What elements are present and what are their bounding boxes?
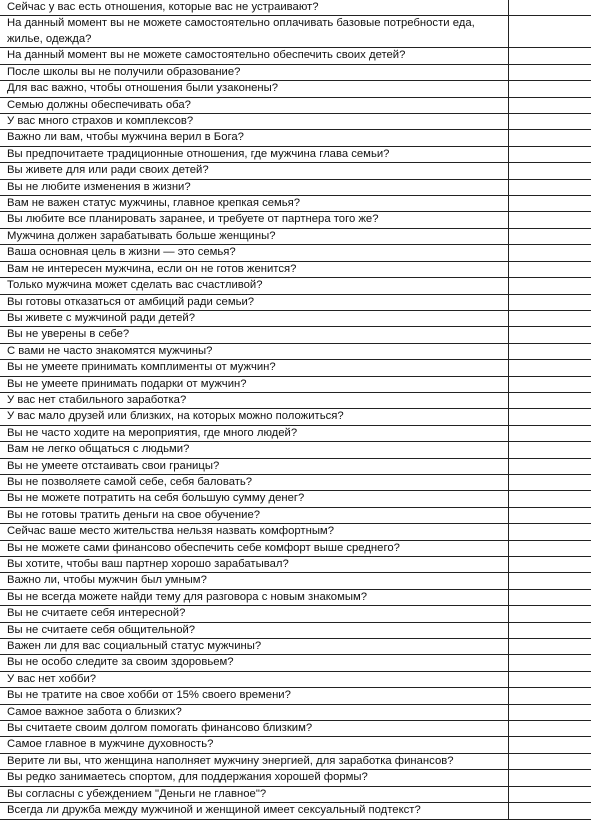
answer-cell[interactable] (508, 327, 591, 343)
answer-cell[interactable] (508, 278, 591, 294)
answer-cell[interactable] (508, 212, 591, 228)
answer-cell[interactable] (508, 0, 591, 16)
answer-cell[interactable] (508, 146, 591, 162)
question-row (0, 507, 591, 523)
question-row (0, 64, 591, 80)
question-text: Вы не особо следите за своим здоровьем? (0, 655, 508, 671)
answer-cell[interactable] (508, 130, 591, 146)
question-row (0, 327, 591, 343)
question-text: Вам не важен статус мужчины, главное крепкая семья? (0, 196, 508, 212)
answer-cell[interactable] (508, 491, 591, 507)
question-text: Вы не умеете отстаивать свои границы? (0, 458, 508, 474)
question-row (0, 261, 591, 277)
question-row (0, 114, 591, 130)
question-text: Вы не готовы тратить деньги на свое обучение? (0, 507, 508, 523)
question-row (0, 786, 591, 802)
question-row (0, 753, 591, 769)
question-text: Вы предпочитаете традиционные отношения, где мужчина глава семьи? (0, 146, 508, 162)
question-row (0, 146, 591, 162)
question-text: Сейчас ваше место жительства нельзя назвать комфортным? (0, 524, 508, 540)
question-text: Вам не интересен мужчина, если он не готов женится? (0, 261, 508, 277)
question-text: Семью должны обеспечивать оба? (0, 97, 508, 113)
question-row (0, 278, 591, 294)
question-text: Вы редко занимаетесь спортом, для поддержания хорошей формы? (0, 770, 508, 786)
answer-cell[interactable] (508, 803, 591, 819)
question-text: Верите ли вы, что женщина наполняет мужчину энергией, для заработка финансов? (0, 753, 508, 769)
question-text: Мужчина должен зарабатывать больше женщины? (0, 228, 508, 244)
question-row (0, 737, 591, 753)
answer-cell[interactable] (508, 64, 591, 80)
answer-cell[interactable] (508, 425, 591, 441)
question-text: Вы не умеете принимать подарки от мужчин? (0, 376, 508, 392)
answer-cell[interactable] (508, 196, 591, 212)
question-text: Важен ли для вас социальный статус мужчины? (0, 639, 508, 655)
question-text: У вас нет стабильного заработка? (0, 392, 508, 408)
question-row (0, 310, 591, 326)
answer-cell[interactable] (508, 376, 591, 392)
answer-cell[interactable] (508, 688, 591, 704)
answer-cell[interactable] (508, 245, 591, 261)
answer-cell[interactable] (508, 573, 591, 589)
question-text: Только мужчина может сделать вас счастливой? (0, 278, 508, 294)
question-text: Ваша основная цель в жизни — это семья? (0, 245, 508, 261)
question-text: Вы согласны с убеждением "Деньги не главное"? (0, 786, 508, 802)
question-row (0, 491, 591, 507)
question-row (0, 540, 591, 556)
answer-cell[interactable] (508, 458, 591, 474)
question-row (0, 360, 591, 376)
question-text: На данный момент вы не можете самостоятельно оплачивать базовые потребности еда, жилье, одежда? (0, 16, 508, 48)
question-row (0, 179, 591, 195)
question-text: Самое важное забота о близких? (0, 704, 508, 720)
answer-cell[interactable] (508, 48, 591, 64)
answer-cell[interactable] (508, 409, 591, 425)
question-text: Вы готовы отказаться от амбиций ради семьи? (0, 294, 508, 310)
question-row (0, 606, 591, 622)
question-row (0, 343, 591, 359)
question-row (0, 376, 591, 392)
question-text: Вы хотите, чтобы ваш партнер хорошо зарабатывал? (0, 557, 508, 573)
question-text: Вы не тратите на свое хобби от 15% своего времени? (0, 688, 508, 704)
question-row (0, 524, 591, 540)
answer-cell[interactable] (508, 114, 591, 130)
question-row (0, 196, 591, 212)
question-row (0, 228, 591, 244)
question-text: Вы считаете своим долгом помогать финансово близким? (0, 721, 508, 737)
answer-cell[interactable] (508, 737, 591, 753)
answer-cell[interactable] (508, 655, 591, 671)
answer-cell[interactable] (508, 97, 591, 113)
question-text: С вами не часто знакомятся мужчины? (0, 343, 508, 359)
answer-cell[interactable] (508, 179, 591, 195)
question-text: Вы живете с мужчиной ради детей? (0, 310, 508, 326)
answer-cell[interactable] (508, 753, 591, 769)
question-row (0, 655, 591, 671)
question-row (0, 425, 591, 441)
answer-cell[interactable] (508, 639, 591, 655)
answer-cell[interactable] (508, 310, 591, 326)
question-row (0, 97, 591, 113)
question-text: Вы не всегда можете найди тему для разговора с новым знакомым? (0, 589, 508, 605)
question-row (0, 474, 591, 490)
question-row (0, 442, 591, 458)
question-row (0, 48, 591, 64)
answer-cell[interactable] (508, 524, 591, 540)
question-row (0, 81, 591, 97)
question-row (0, 16, 591, 48)
question-row (0, 639, 591, 655)
question-text: Вы не можете сами финансово обеспечить себе комфорт выше среднего? (0, 540, 508, 556)
question-text: Вы не любите изменения в жизни? (0, 179, 508, 195)
answer-cell[interactable] (508, 704, 591, 720)
question-row (0, 622, 591, 638)
question-row (0, 130, 591, 146)
question-text: Вы не умеете принимать комплименты от мужчин? (0, 360, 508, 376)
answer-cell[interactable] (508, 228, 591, 244)
question-text: Сейчас у вас есть отношения, которые вас не устраивают? (0, 0, 508, 16)
answer-cell[interactable] (508, 540, 591, 556)
question-row (0, 688, 591, 704)
question-text: У вас нет хобби? (0, 671, 508, 687)
question-row (0, 704, 591, 720)
answer-cell[interactable] (508, 474, 591, 490)
question-text: Вы не позволяете самой себе, себя баловать? (0, 474, 508, 490)
question-text: У вас мало друзей или близких, на которых можно положиться? (0, 409, 508, 425)
answer-cell[interactable] (508, 392, 591, 408)
answer-cell[interactable] (508, 81, 591, 97)
answer-cell[interactable] (508, 589, 591, 605)
question-row (0, 245, 591, 261)
question-row (0, 212, 591, 228)
question-text: Вы не считаете себя общительной? (0, 622, 508, 638)
question-text: Вы не считаете себя интересной? (0, 606, 508, 622)
question-row (0, 671, 591, 687)
question-text: Для вас важно, чтобы отношения были узаконены? (0, 81, 508, 97)
question-text: Всегда ли дружба между мужчиной и женщиной имеет сексуальный подтекст? (0, 803, 508, 819)
answer-cell[interactable] (508, 606, 591, 622)
answer-cell[interactable] (508, 622, 591, 638)
question-row (0, 458, 591, 474)
answer-cell[interactable] (508, 770, 591, 786)
question-row (0, 294, 591, 310)
question-row (0, 721, 591, 737)
question-text: Важно ли вам, чтобы мужчина верил в Бога? (0, 130, 508, 146)
answer-cell[interactable] (508, 163, 591, 179)
question-row (0, 803, 591, 819)
question-text: У вас много страхов и комплексов? (0, 114, 508, 130)
question-row (0, 557, 591, 573)
answer-cell[interactable] (508, 671, 591, 687)
answer-cell[interactable] (508, 507, 591, 523)
question-row (0, 0, 591, 16)
answer-cell[interactable] (508, 294, 591, 310)
question-text: После школы вы не получили образование? (0, 64, 508, 80)
question-text: Вам не легко общаться с людьми? (0, 442, 508, 458)
question-row (0, 589, 591, 605)
answer-cell[interactable] (508, 360, 591, 376)
answer-cell[interactable] (508, 343, 591, 359)
answer-cell[interactable] (508, 721, 591, 737)
question-text: Самое главное в мужчине духовность? (0, 737, 508, 753)
question-row (0, 770, 591, 786)
answer-cell[interactable] (508, 557, 591, 573)
question-row (0, 409, 591, 425)
answer-cell[interactable] (508, 442, 591, 458)
question-row (0, 573, 591, 589)
answer-cell[interactable] (508, 16, 591, 48)
question-text: Вы не часто ходите на мероприятия, где много людей? (0, 425, 508, 441)
question-text: Вы любите все планировать заранее, и требуете от партнера того же? (0, 212, 508, 228)
answer-cell[interactable] (508, 261, 591, 277)
question-text: Вы не уверены в себе? (0, 327, 508, 343)
question-row (0, 392, 591, 408)
answer-cell[interactable] (508, 786, 591, 802)
question-text: Важно ли, чтобы мужчин был умным? (0, 573, 508, 589)
question-text: Вы живете для или ради своих детей? (0, 163, 508, 179)
question-text: Вы не можете потратить на себя большую сумму денег? (0, 491, 508, 507)
question-text: На данный момент вы не можете самостоятельно обеспечить своих детей? (0, 48, 508, 64)
question-row (0, 163, 591, 179)
